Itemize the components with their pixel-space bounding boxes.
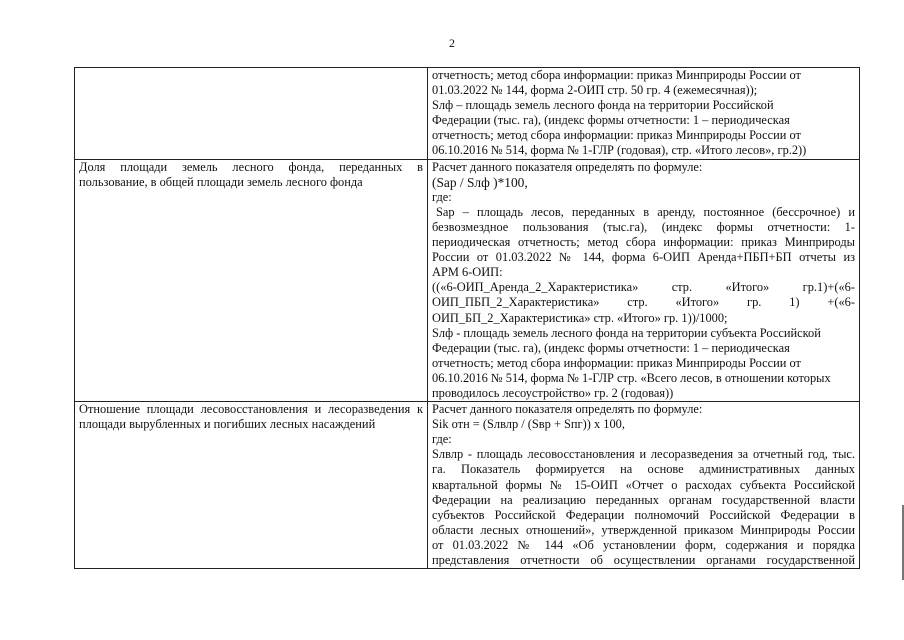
method-line: Расчет данного показателя определять по формуле: [432, 159, 703, 174]
table-row [75, 159, 860, 402]
method-line: Sлф - площадь земель лесного фонда на территории субъекта Российской [432, 325, 821, 340]
method-line: ОИП_БП_2_Характеристика» стр. «Итого» гр. 1))/1000; [432, 310, 728, 325]
method-line: Федерации на реализацию переданных органам государственной власти [432, 492, 855, 507]
method-line: отчетность; метод сбора информации: приказ Минприроды России от [432, 68, 801, 82]
method-line: России от 01.03.2022 № 144, форма 6-ОИП Аренда+ПБП+БП отчеты из [432, 250, 855, 265]
method-line: 06.10.2016 № 514, форма № 1-ГЛР (годовая), стр. «Итого лесов», гр.2)) [432, 143, 807, 158]
page-number: 2 [449, 36, 455, 50]
method-line: области лесных отношений», утвержденной приказом Минприроды России [432, 522, 855, 537]
formula-line: Sik отн = (Sлвлр / (Sвр + Sпг)) x 100, [432, 417, 625, 432]
method-line: 06.10.2016 № 514, форма № 1-ГЛР стр. «Всего лесов, в отношении которых [432, 370, 831, 385]
method-line: Sap – площадь лесов, переданных в аренду, постоянное (бессрочное) и [436, 204, 855, 219]
method-line: отчетность; метод сбора информации: приказ Минприроды России от [432, 355, 801, 370]
formula-line: (Sap / Sлф )*100, [432, 174, 528, 190]
method-line: га. Показатель формируется на основе административных данных [432, 462, 855, 477]
indicator-cell: Отношение площади лесовосстановления и лесоразведения к площади вырубленных и погибших лесных насаждений [75, 402, 428, 569]
method-line: 01.03.2022 № 144, форма 2-ОИП стр. 50 гр. 4 (ежемесячная)); [432, 83, 758, 98]
method-line: субъектов Российской Федерации полномочий Российской Федерации в [432, 507, 855, 522]
method-line: безвозмездное пользования (тыс.га), (индекс формы отчетности: 1- [432, 219, 855, 234]
method-line: Федерации (тыс. га), (индекс формы отчетности: 1 – периодическая [432, 113, 790, 128]
method-line: Расчет данного показателя определять по формуле: [432, 402, 703, 417]
method-line: Sлф – площадь земель лесного фонда на территории Российской [432, 98, 774, 113]
method-line: АРМ 6-ОИП: [432, 265, 503, 280]
method-line: отчетность; метод сбора информации: приказ Минприроды России от [432, 128, 801, 143]
method-line: от 01.03.2022 № 144 «Об установлении форм, содержания и порядка [432, 537, 855, 552]
method-cell [428, 68, 860, 160]
method-line: представления отчетности об осуществлении органами государственной [432, 553, 855, 567]
method-line: Федерации (тыс. га), (индекс формы отчетности: 1 – периодическая [432, 340, 790, 355]
method-line: ((«6-ОИП_Аренда_2_Характеристика» стр. «Итого» гр.1)+(«6- [432, 280, 855, 295]
method-line: периодическая отчетность; метод сбора информации: приказ Минприроды [432, 235, 855, 250]
indicators-table [74, 67, 860, 569]
method-line: где: [432, 189, 452, 204]
method-cell [428, 159, 860, 402]
table-row [75, 68, 860, 160]
indicator-cell: Доля площади земель лесного фонда, переданных в пользование, в общей площади земель лесного фонда [75, 159, 428, 402]
method-line: ОИП_ПБП_2_Характеристика» стр. «Итого» гр. 1) +(«6- [432, 295, 855, 310]
method-line: где: [432, 432, 452, 447]
indicator-cell [75, 68, 428, 160]
method-line: Sлвлр - площадь лесовосстановления и лесоразведения за отчетный год, тыс. [432, 447, 855, 462]
method-line: проводилось лесоустройство» гр. 2 (годовая)) [432, 385, 674, 400]
table-row [75, 402, 860, 569]
method-cell [428, 402, 860, 569]
method-line: квартальной формы № 15-ОИП «Отчет о расходах субъекта Российской [432, 477, 855, 492]
